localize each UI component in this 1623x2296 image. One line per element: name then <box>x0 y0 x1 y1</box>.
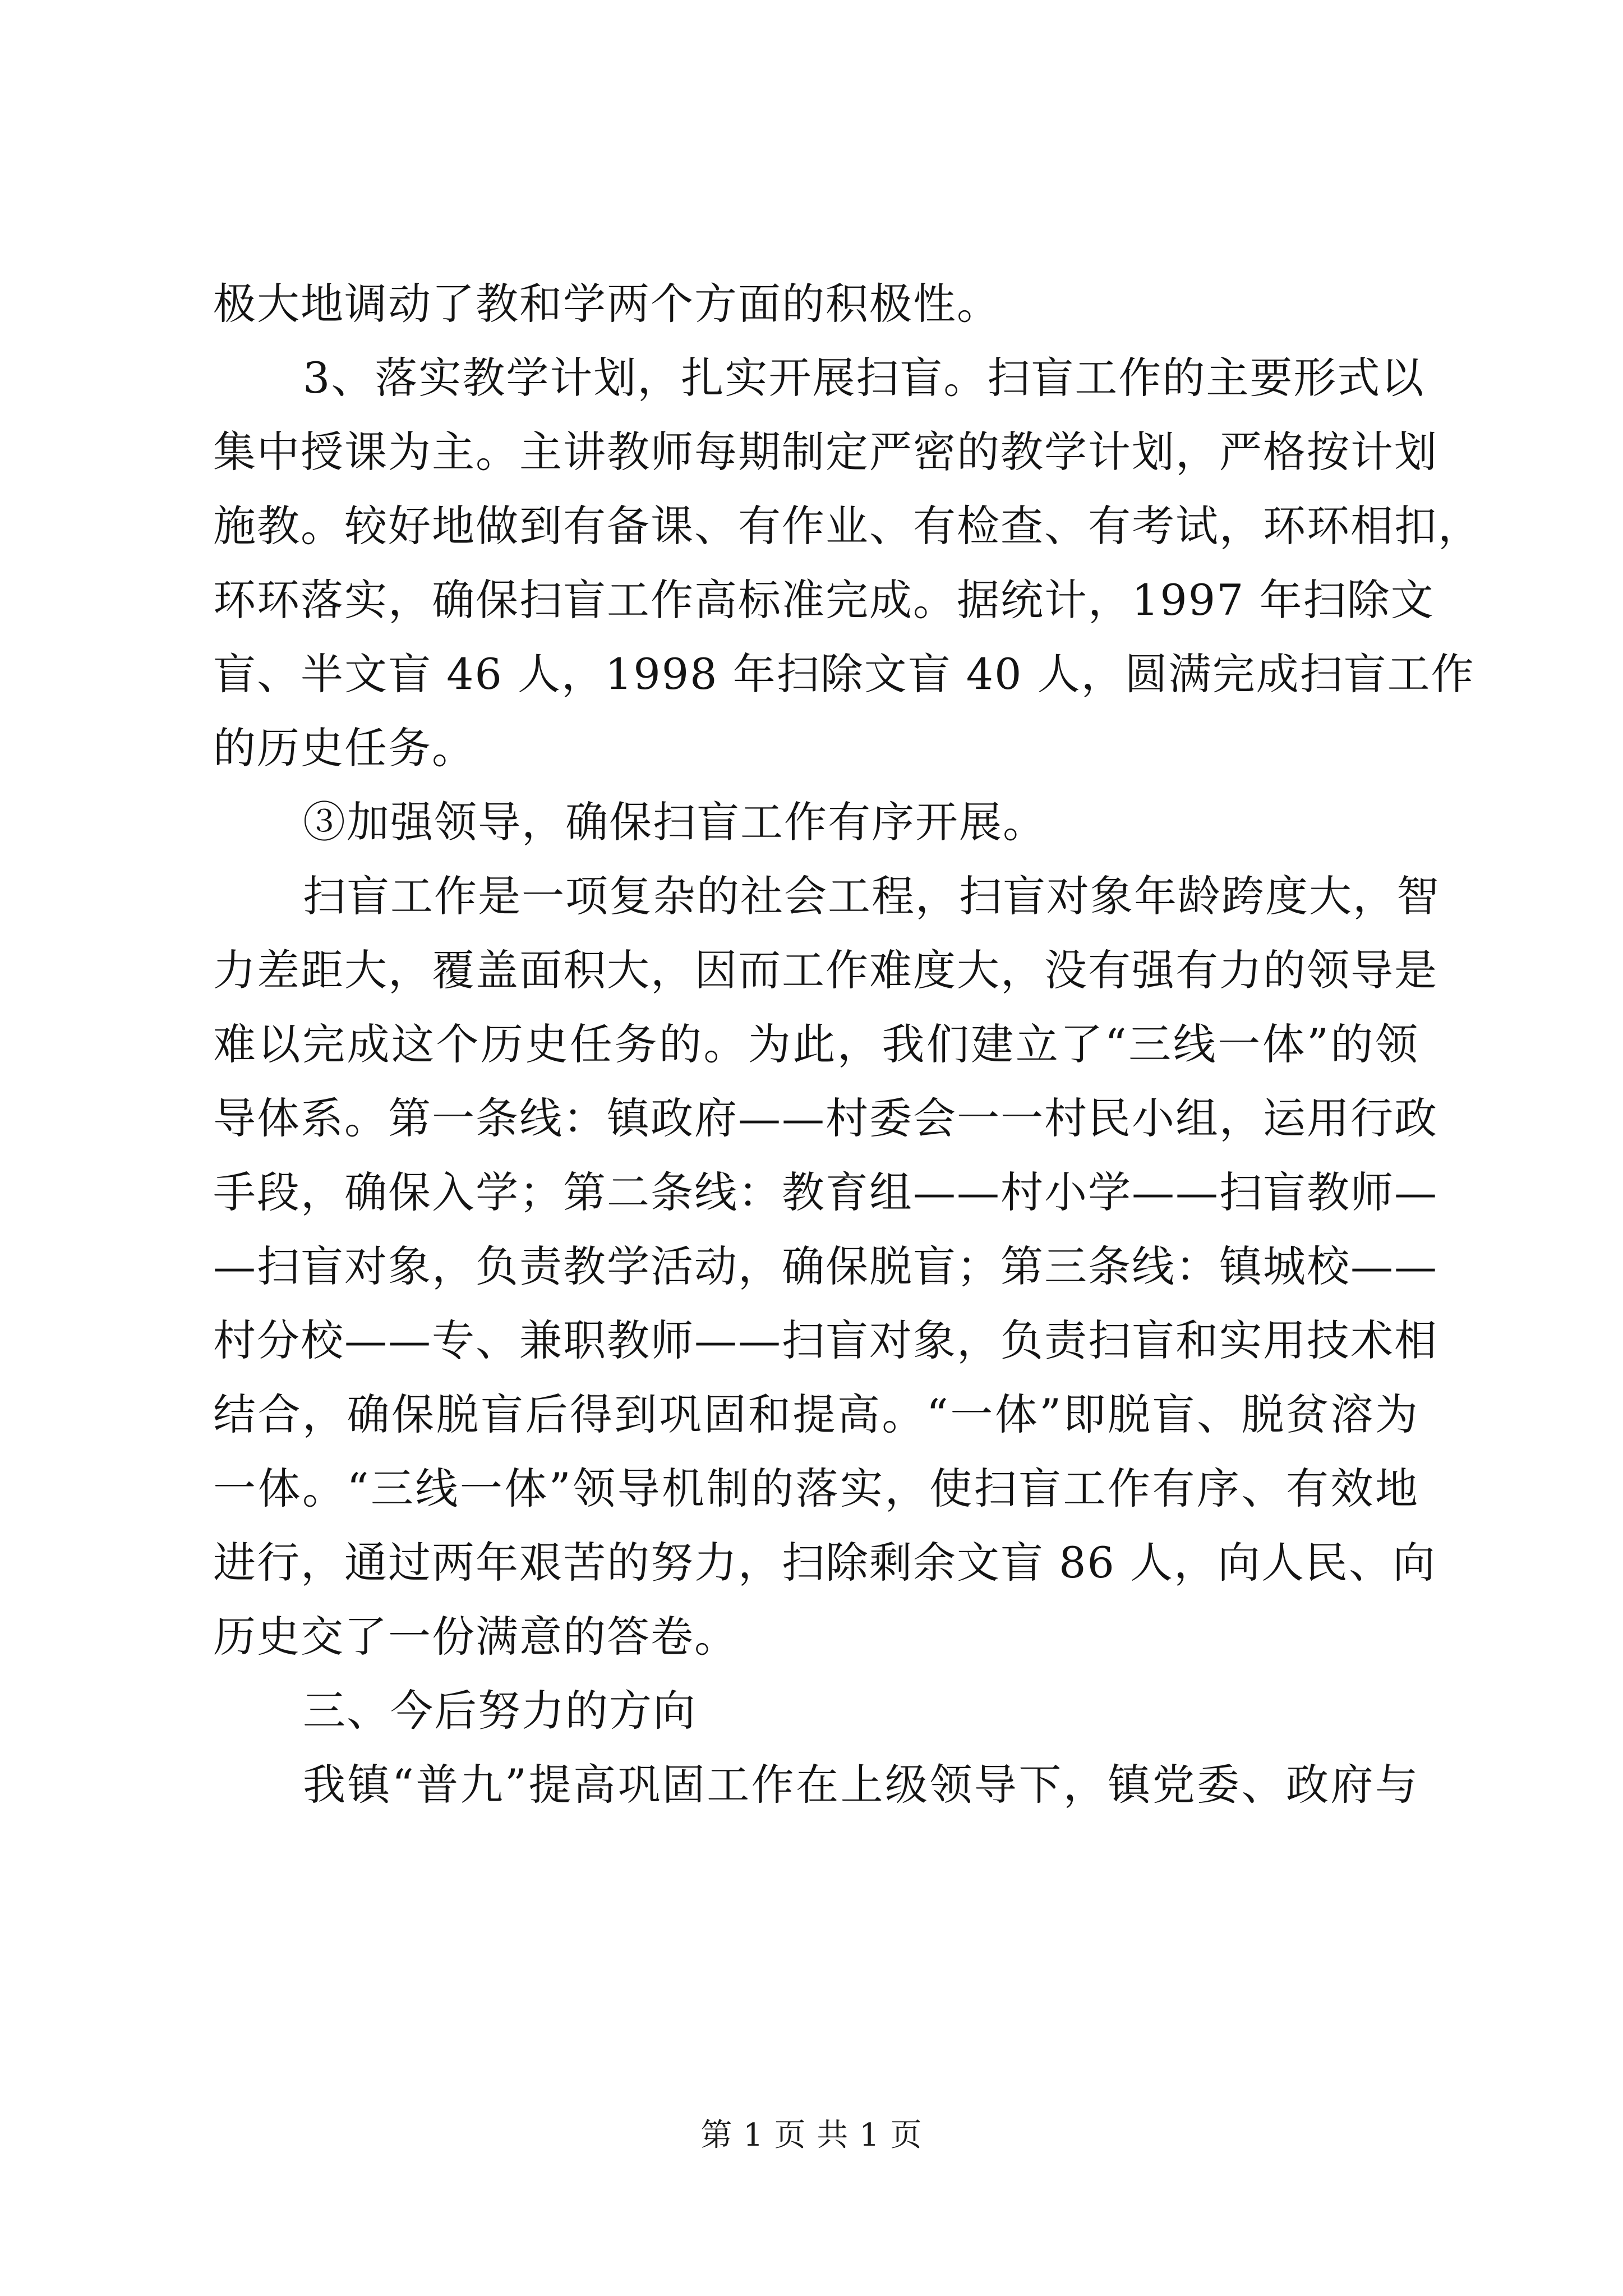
text-line: 进行，通过两年艰苦的努力，扫除剩余文盲 86 人，向人民、向 <box>213 1538 1437 1588</box>
text-line: 施教。较好地做到有备课、有作业、有检查、有考试，环环相扣， <box>213 501 1482 551</box>
text-line: ③加强领导，确保扫盲工作有序开展。 <box>303 797 1046 847</box>
text-line: 历史交了一份满意的答卷。 <box>213 1612 738 1662</box>
text-line: 盲、半文盲 46 人，1998 年扫除文盲 40 人，圆满完成扫盲工作 <box>213 649 1475 699</box>
text-line: 手段，确保入学；第二条线：教育组——村小学——扫盲教师— <box>213 1167 1438 1217</box>
text-line: 极大地调动了教和学两个方面的积极性。 <box>213 279 1000 329</box>
text-line: 难以完成这个历史任务的。为此，我们建立了“三线一体”的领 <box>213 1019 1419 1069</box>
text-line: 集中授课为主。主讲教师每期制定严密的教学计划，严格按计划 <box>213 427 1438 477</box>
text-line: 一体。“三线一体”领导机制的落实，使扫盲工作有序、有效地 <box>213 1464 1419 1513</box>
text-line: 三、今后努力的方向 <box>303 1686 697 1736</box>
text-line: 导体系。第一条线：镇政府——村委会一一村民小组，运用行政 <box>213 1093 1438 1143</box>
text-line: 村分校——专、兼职教师——扫盲对象，负责扫盲和实用技术相 <box>213 1315 1438 1365</box>
text-line: 我镇“普九”提高巩固工作在上级领导下，镇党委、政府与 <box>303 1760 1419 1810</box>
text-line: 扫盲工作是一项复杂的社会工程，扫盲对象年龄跨度大，智 <box>303 871 1440 921</box>
text-line: 的历史任务。 <box>213 723 476 773</box>
text-line: 3、落实教学计划，扎实开展扫盲。扫盲工作的主要形式以 <box>303 353 1425 403</box>
text-line: 力差距大，覆盖面积大，因而工作难度大，没有强有力的领导是 <box>213 945 1438 995</box>
text-line: 环环落实，确保扫盲工作高标准完成。据统计，1997 年扫除文 <box>213 575 1435 625</box>
body-text <box>213 267 1482 1822</box>
text-line: —扫盲对象，负责教学活动，确保脱盲；第三条线：镇城校—— <box>213 1241 1438 1291</box>
text-line: 结合，确保脱盲后得到巩固和提高。“一体”即脱盲、脱贫溶为 <box>213 1389 1419 1439</box>
page-footer: 第 1 页 共 1 页 <box>700 2117 923 2154</box>
